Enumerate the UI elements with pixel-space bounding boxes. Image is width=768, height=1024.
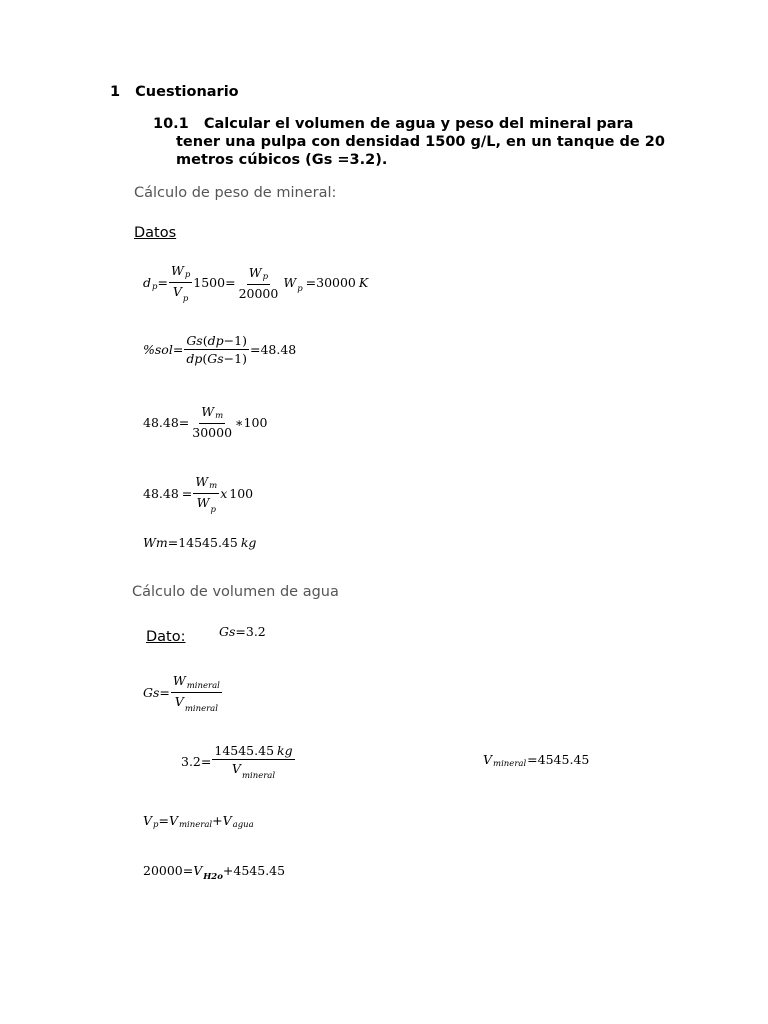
equation-pulp-volume: V p = V mineral + V agua xyxy=(143,813,254,830)
question-line-3: metros cúbicos (Gs =3.2). xyxy=(176,152,388,168)
section-number: 1 xyxy=(110,84,121,100)
mineral-section-title: Cálculo de peso de mineral: xyxy=(134,185,337,201)
equation-percent-solids: %sol = $\frac{Gs(dp-1)}{dp(Gs-1)}$ = 48.48 xyxy=(143,333,297,366)
equation-density: d p = $\frac{Wp}{V_p}$ 1500 = $\frac{Wp}{20000}$ W p = 30000 K xyxy=(143,263,369,304)
section-title: Cuestionario xyxy=(135,84,239,100)
equation-water-volume: 20000 = V H2o + 4545.45 xyxy=(143,863,286,882)
equation-mineral-weight-1: 48.48 = $\frac{Wm}{30000}$ ∗ 100 xyxy=(143,404,268,440)
water-section-title: Cálculo de volumen de agua xyxy=(132,584,339,600)
equation-volume-mineral-result: V mineral = 4545.45 xyxy=(483,752,590,769)
equation-volume-mineral: 3.2 = $\frac{14545.45 kg}{V_{mineral}}$ xyxy=(181,743,293,781)
section-heading xyxy=(110,84,239,100)
equation-mineral-result: Wm = 14545.45 kg xyxy=(143,535,257,550)
question-line-1: 10.1 Calcular el volumen de agua y peso del mineral para xyxy=(153,116,634,132)
question-line-2: tener una pulpa con densidad 1500 g/L, en un tanque de 20 xyxy=(176,134,665,150)
equation-mineral-weight-2: 48.48 = $\frac{Wm}{W_p}$ x 100 xyxy=(143,474,254,515)
dato-label: Dato: xyxy=(146,629,186,645)
question-number: 10.1 xyxy=(153,116,189,132)
equation-gs-value: Gs =3.2 xyxy=(219,624,266,639)
equation-gs-definition: Gs = $\frac{W_{mineral}}{V_{mineral}}$ xyxy=(143,673,220,714)
datos-label: Datos xyxy=(134,225,177,241)
